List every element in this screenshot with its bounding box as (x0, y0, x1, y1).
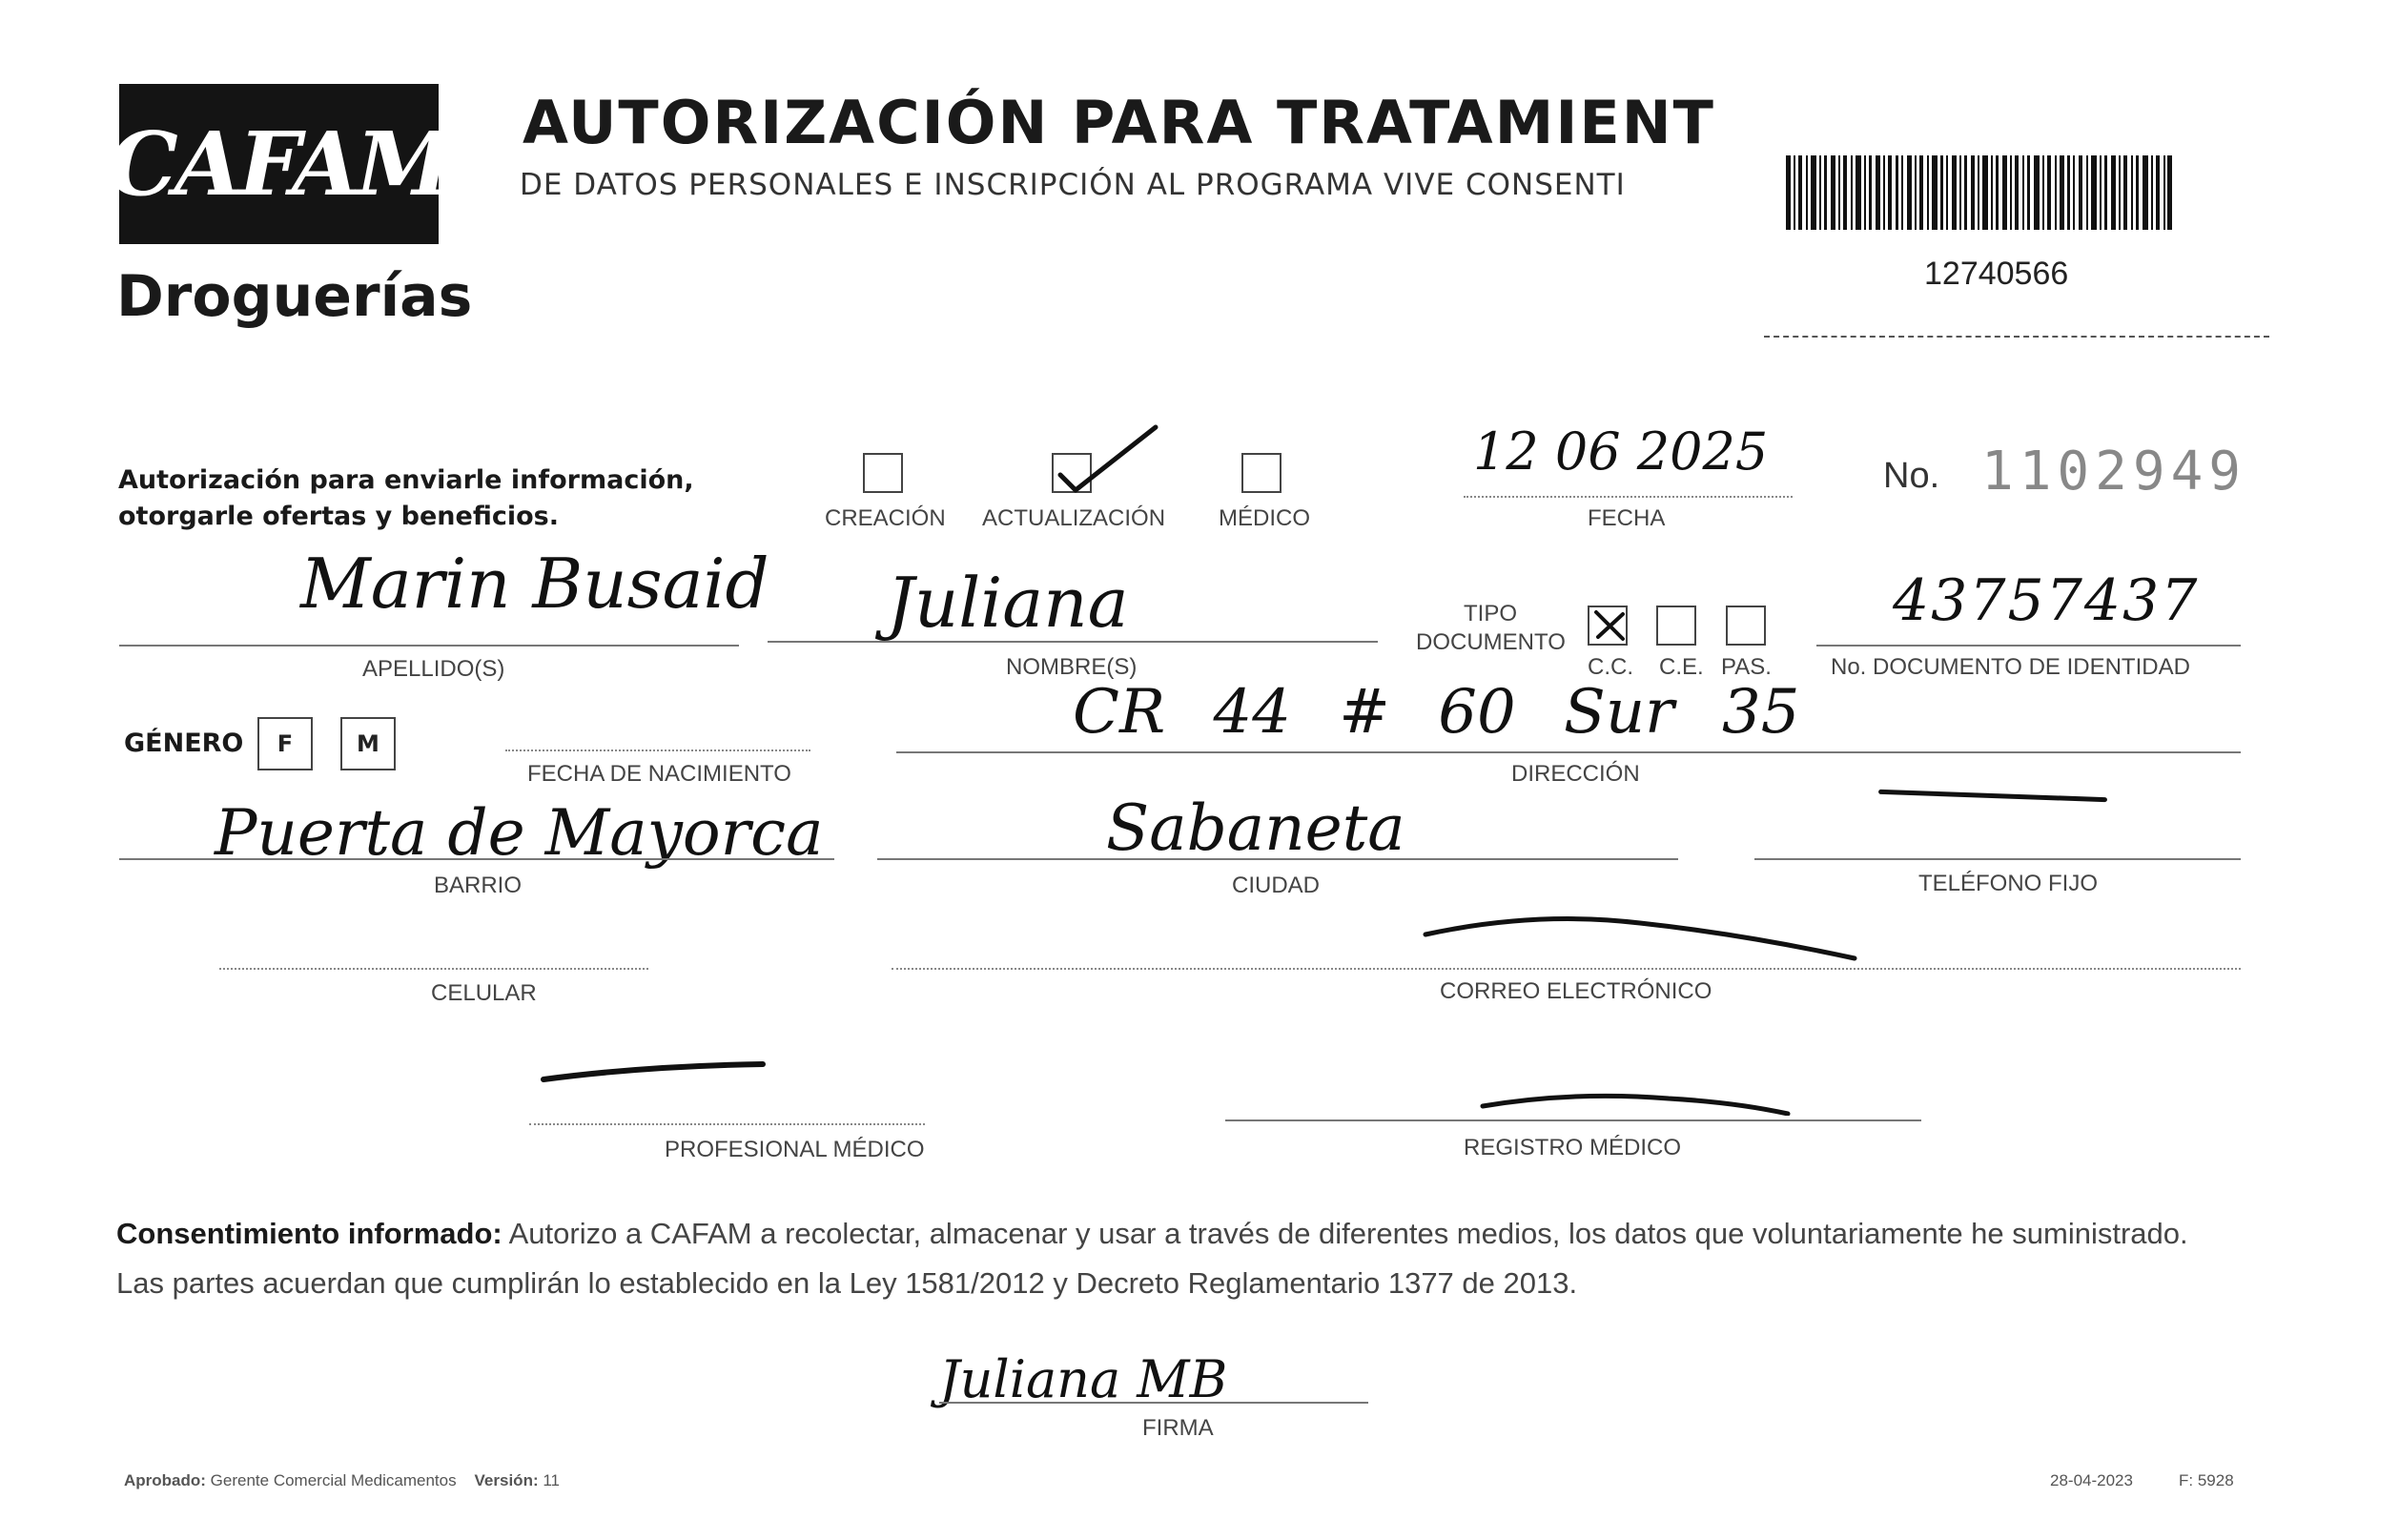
no-value: 1102949 (1981, 441, 2247, 503)
pas-label: PAS. (1721, 654, 1772, 680)
signature-value[interactable]: Juliana MB (939, 1349, 1228, 1409)
check-mark-icon (1049, 420, 1163, 505)
ciudad-label: CIUDAD (1232, 873, 1321, 898)
apellidos-line (119, 645, 739, 647)
correo-label: CORREO ELECTRÓNICO (1440, 978, 1712, 1004)
signature-line (939, 1402, 1368, 1404)
profesional-strike (539, 1058, 768, 1087)
sub-brand: Droguerías (116, 263, 473, 330)
logo-text: CAFAM (108, 113, 450, 216)
correo-strike (1421, 915, 1859, 963)
no-label: No. (1883, 456, 1940, 496)
auth-intro-line2: otorgarle ofertas y beneficios. (118, 502, 559, 531)
footer-approval (124, 1471, 560, 1490)
genero-m-checkbox[interactable]: M (340, 717, 396, 770)
consent-text-1: Autorizo a CAFAM a recolectar, almacenar y usar a través de diferentes medios, los datos que voluntariamente he suministrado. (502, 1217, 2188, 1250)
apellidos-label: APELLIDO(S) (362, 656, 505, 682)
genero-label: GÉNERO (124, 729, 244, 758)
nombres-value[interactable]: Juliana (887, 563, 1129, 643)
pas-checkbox[interactable] (1726, 606, 1766, 646)
auth-intro-line1: Autorización para enviarle información, (118, 465, 694, 495)
barrio-line (119, 858, 834, 860)
cafam-logo (108, 84, 450, 244)
consent-text-2: Las partes acuerdan que cumplirán lo establecido en la Ley 1581/2012 y Decreto Reglamentario 1377 de 2013. (116, 1266, 1578, 1300)
aprobado-label: Aprobado: (124, 1471, 206, 1489)
fecha-label: FECHA (1588, 505, 1666, 531)
telefono-strike (1878, 790, 2107, 802)
telefono-line (1754, 858, 2241, 860)
ce-label: C.E. (1659, 654, 1704, 680)
signature-label: FIRMA (1142, 1415, 1214, 1441)
form-subtitle: DE DATOS PERSONALES E INSCRIPCIÓN AL PROGRAMA VIVE CONSENTI (520, 168, 1626, 202)
direccion-label: DIRECCIÓN (1511, 761, 1640, 787)
creacion-label: CREACIÓN (825, 505, 946, 531)
fecha-line (1464, 496, 1793, 498)
documento-label: DOCUMENTO (1416, 629, 1566, 655)
fecha-value[interactable]: 12 06 2025 (1473, 421, 1769, 482)
barrio-value[interactable]: Puerta de Mayorca (215, 796, 824, 870)
barrio-label: BARRIO (434, 873, 523, 898)
footer-date: 28-04-2023 (2050, 1471, 2133, 1489)
barcode-number: 12740566 (1924, 256, 2069, 292)
apellidos-value[interactable]: Marin Busaid (300, 544, 769, 624)
celular-label: CELULAR (431, 980, 537, 1006)
footer-code: F: 5928 (2179, 1471, 2234, 1489)
doc-number-line (1816, 645, 2241, 647)
consent-text (116, 1209, 2252, 1308)
celular-line (219, 968, 648, 970)
profesional-label: PROFESIONAL MÉDICO (665, 1137, 925, 1162)
genero-f-checkbox[interactable]: F (257, 717, 313, 770)
registro-strike (1478, 1087, 1793, 1116)
actualizacion-label: ACTUALIZACIÓN (982, 505, 1166, 531)
registro-line (1225, 1119, 1921, 1121)
nacimiento-label: FECHA DE NACIMIENTO (527, 761, 791, 787)
telefono-label: TELÉFONO FIJO (1918, 871, 2099, 896)
doc-number-value[interactable]: 43757437 (1893, 567, 2200, 634)
barcode (1786, 155, 2172, 230)
registro-label: REGISTRO MÉDICO (1464, 1135, 1682, 1160)
creacion-checkbox[interactable] (863, 453, 903, 493)
version-label: Versión: (474, 1471, 539, 1489)
direccion-line (896, 751, 2241, 753)
divider (1764, 336, 2269, 341)
consent-heading: Consentimiento informado: (116, 1217, 502, 1250)
version-value: 11 (543, 1471, 561, 1489)
form-title: AUTORIZACIÓN PARA TRATAMIENT (523, 88, 1715, 157)
tipo-label: TIPO (1464, 601, 1518, 626)
profesional-line (529, 1123, 925, 1125)
medico-label: MÉDICO (1219, 505, 1310, 531)
ce-checkbox[interactable] (1656, 606, 1696, 646)
ciudad-line (877, 858, 1678, 860)
medico-checkbox[interactable] (1241, 453, 1282, 493)
cc-label: C.C. (1588, 654, 1633, 680)
doc-number-label: No. DOCUMENTO DE IDENTIDAD (1831, 654, 2190, 680)
correo-line (892, 968, 2241, 970)
nacimiento-line (505, 749, 810, 751)
nombres-label: NOMBRE(S) (1006, 654, 1138, 680)
nombres-line (768, 641, 1378, 643)
aprobado-value: Gerente Comercial Medicamentos (210, 1471, 457, 1489)
direccion-value[interactable]: CR 44 # 60 Sur 35 (1073, 677, 1800, 748)
ciudad-value[interactable]: Sabaneta (1106, 791, 1405, 865)
x-mark-icon (1590, 606, 1629, 645)
